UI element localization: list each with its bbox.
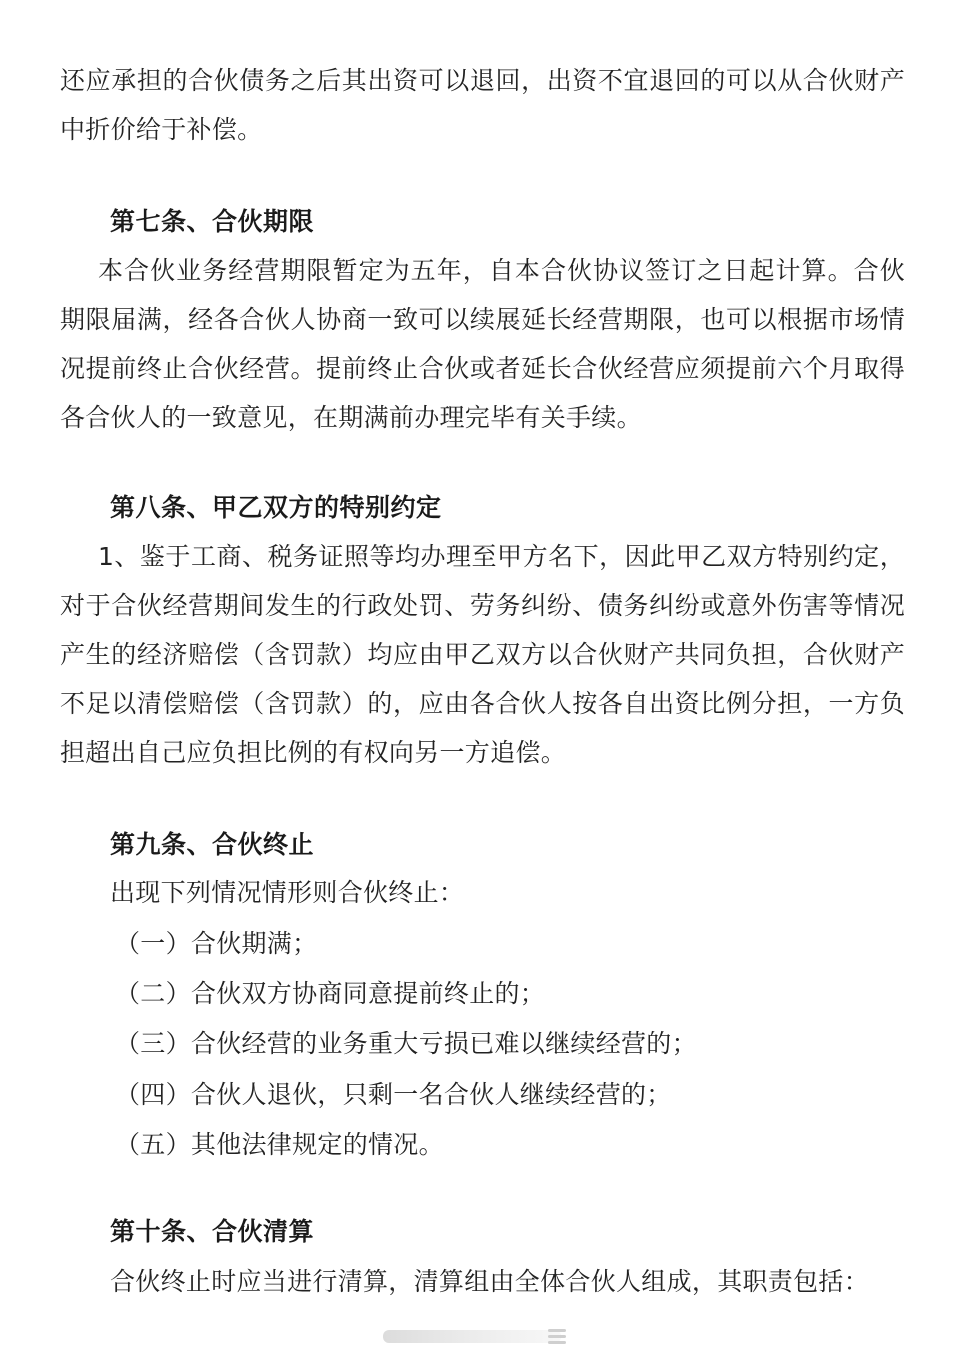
watermark-icon <box>383 1327 573 1347</box>
article9-item: （二）合伙双方协商同意提前终止的； <box>115 979 546 1008</box>
article7-body: 本合伙业务经营期限暂定为五年，自本合伙协议签订之日起计算。合伙期限届满，经各合伙人协商一致可以续展延长经营期限，也可以根据市场情况提前终止合伙经营。提前终止合伙或者延长合伙经营应须提前六个月取得各合伙人的一致意见，在期满前办理完毕有关手续。 <box>60 256 905 432</box>
article9-intro: 出现下列情况情形则合伙终止： <box>110 878 465 907</box>
article7-heading: 第七条、合伙期限 <box>110 207 315 236</box>
article10-heading: 第十条、合伙清算 <box>110 1217 315 1246</box>
article9-item: （五）其他法律规定的情况。 <box>115 1130 444 1159</box>
article9-item: （三）合伙经营的业务重大亏损已难以继续经营的； <box>115 1029 697 1058</box>
intro-paragraph: 还应承担的合伙债务之后其出资可以退回，出资不宜退回的可以从合伙财产中折价给于补偿。 <box>60 66 905 144</box>
article8-body: 1、鉴于工商、税务证照等均办理至甲方名下，因此甲乙双方特别约定，对于合伙经营期间发生的行政处罚、劳务纠纷、债务纠纷或意外伤害等情况产生的经济赔偿（含罚款）均应由甲乙双方以合伙财产共同负担，合伙财产不足以清偿赔偿（含罚款）的，应由各合伙人按各自出资比例分担，一方负担超出自己应负担比例的有权向另一方追偿。 <box>60 542 905 767</box>
article9-item: （一）合伙期满； <box>115 929 318 958</box>
article10-intro: 合伙终止时应当进行清算，清算组由全体合伙人组成，其职责包括： <box>110 1267 870 1296</box>
article8-heading: 第八条、甲乙双方的特别约定 <box>110 493 442 522</box>
article9-heading: 第九条、合伙终止 <box>110 830 315 859</box>
article9-item: （四）合伙人退伙，只剩一名合伙人继续经营的； <box>115 1080 672 1109</box>
